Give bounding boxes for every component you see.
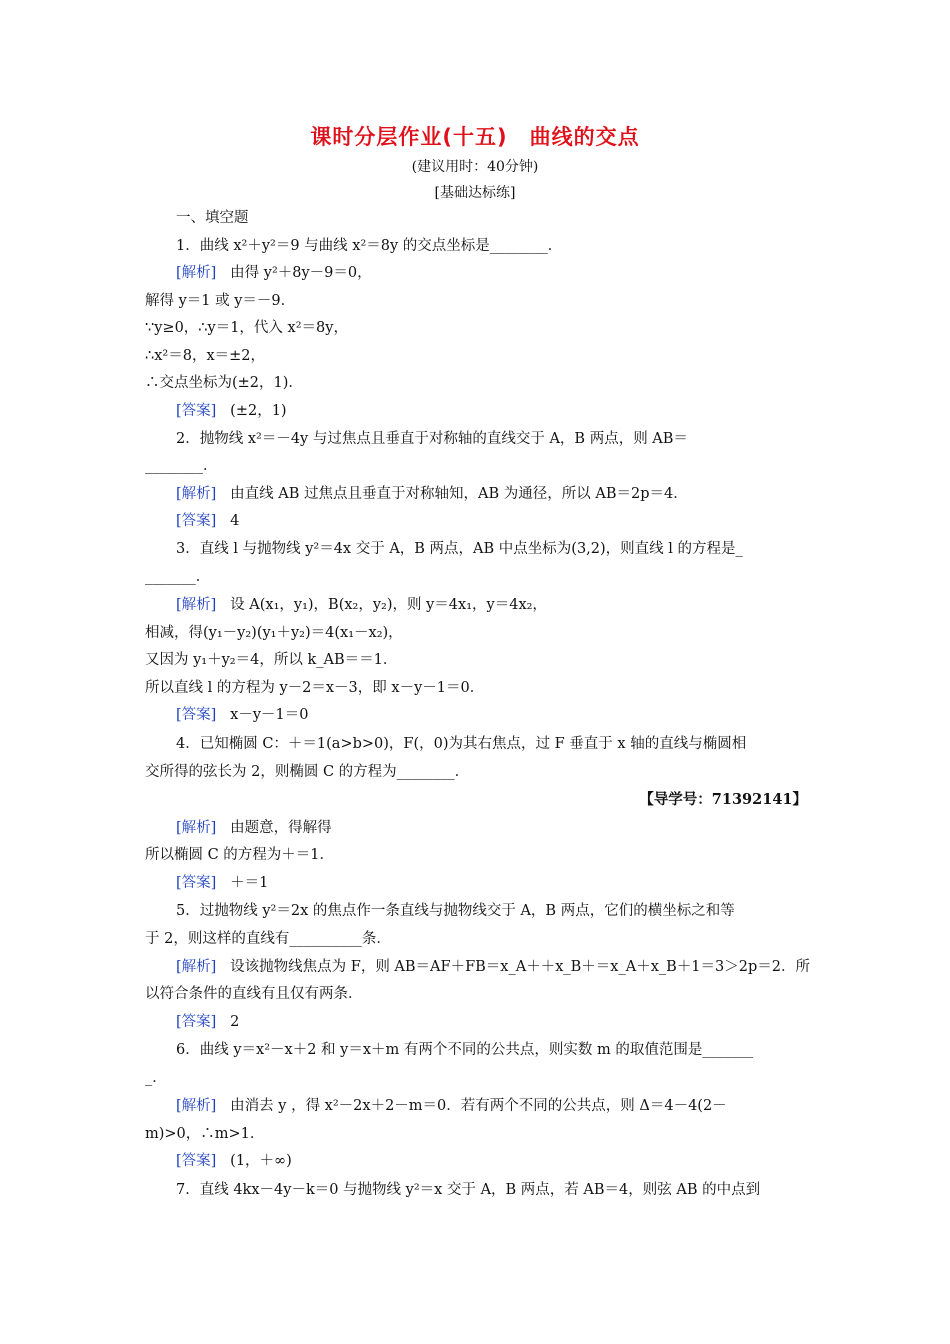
q3-analysis [176,595,547,615]
answer-label: [答案] [176,707,217,723]
q1-stem: 1．曲线 x²＋y²＝9 与曲线 x²＝8y 的交点坐标是________． [176,238,563,254]
q2-answer [176,511,239,531]
q2-stem: 2．抛物线 x²＝－4y 与过焦点且垂直于对称轴的直线交于 A，B 两点，则 AB＝ [176,431,688,447]
q1-answer-value: (±2，1) [230,403,287,419]
analysis-label: [解析] [176,959,217,975]
q1-step-4: ∴x²＝8，x＝±2， [145,348,265,364]
q6-stem: 6．曲线 y＝x²－x＋2 和 y＝x＋m 有两个不同的公共点，则实数 m 的取值范围是_______ [176,1042,754,1058]
q3-step-2: 相减，得(y₁－y₂)(y₁＋y₂)＝4(x₁－x₂)， [145,625,403,641]
q1-step-5: ∴交点坐标为(±2，1)． [145,375,303,391]
q6-answer [176,1151,292,1171]
q1-step-1: 由得 y²＋8y－9＝0， [230,265,372,281]
analysis-label: [解析] [176,1098,217,1114]
q1-step-2: 解得 y＝1 或 y＝－9． [145,293,296,309]
guide-number: 【导学号：71392141】 [639,791,807,808]
q2-answer-value: 4 [230,513,240,529]
q6-step-2: m)>0，∴m>1． [145,1126,265,1142]
q3-step-1: 设 A(x₁，y₁)，B(x₂，y₂)，则 y＝4x₁，y＝4x₂， [230,597,547,613]
analysis-label: [解析] [176,486,217,502]
time-note: (建议用时：40分钟) [411,159,539,175]
q1-analysis [176,263,372,283]
q7-stem: 7．直线 4kx－4y－k＝0 与抛物线 y²＝x 交于 A，B 两点，若 AB＝4，则弦 AB 的中点到 [176,1182,761,1198]
q5-stem: 5．过抛物线 y²＝2x 的焦点作一条直线与抛物线交于 A，B 两点，它们的横坐标之和等 [176,903,735,919]
page-title: 课时分层作业(十五) 曲线的交点 [310,125,640,149]
q4-analysis [176,818,332,838]
answer-label: [答案] [176,403,217,419]
q2-step-1: 由直线 AB 过焦点且垂直于对称轴知，AB 为通径，所以 AB＝2p＝4． [230,486,688,502]
q6-answer-value: (1，＋∞) [230,1153,292,1169]
q5-answer-value: 2 [230,1014,240,1030]
analysis-label: [解析] [176,265,217,281]
q2-stem-cont: ________． [145,458,218,474]
part-heading: 一、填空题 [176,210,249,226]
q4-stem-cont: 交所得的弦长为 2，则椭圆 C 的方程为________． [145,764,470,780]
q4-answer [176,873,268,893]
q5-analysis [176,957,810,977]
q3-step-3: 又因为 y₁＋y₂＝4，所以 k_AB＝＝1． [145,652,398,668]
analysis-label: [解析] [176,597,217,613]
q3-answer-value: x－y－1＝0 [230,707,309,723]
q4-step-1: 由题意，得解得 [230,820,332,836]
q4-step-2: 所以椭圆 C 的方程为＋＝1． [145,847,335,863]
q6-stem-cont: _． [145,1070,167,1086]
q5-stem-cont: 于 2，则这样的直线有__________条． [145,931,391,947]
q3-step-4: 所以直线 l 的方程为 y－2＝x－3，即 x－y－1＝0． [145,680,485,696]
q1-step-3: ∵y≥0，∴y＝1，代入 x²＝8y， [145,320,348,336]
answer-label: [答案] [176,875,217,891]
answer-label: [答案] [176,1014,217,1030]
q5-step-1: 设该抛物线焦点为 F，则 AB＝AF＋FB＝x_A＋＋x_B＋＝x_A＋x_B＋1＝3＞2p＝2．所 [230,959,810,975]
q4-stem: 4．已知椭圆 C：＋＝1(a>b>0)，F(，0)为其右焦点，过 F 垂直于 x 轴的直线与椭圆相 [176,736,747,752]
q3-answer [176,705,308,725]
section-heading: [基础达标练] [434,185,516,201]
q5-answer [176,1012,239,1032]
q2-analysis [176,484,688,504]
q4-answer-value: ＋＝1 [230,875,269,891]
q1-answer [176,401,287,421]
answer-label: [答案] [176,1153,217,1169]
q6-step-1: 由消去 y ，得 x²－2x＋2－m＝0．若有两个不同的公共点，则 Δ＝4－4(2－ [230,1098,727,1114]
analysis-label: [解析] [176,820,217,836]
q5-step-2: 以符合条件的直线有且仅有两条． [145,986,363,1002]
q3-stem-cont: _______． [145,569,211,585]
q6-analysis [176,1096,727,1116]
answer-label: [答案] [176,513,217,529]
q3-stem: 3．直线 l 与抛物线 y²＝4x 交于 A，B 两点，AB 中点坐标为(3,2)，则直线 l 的方程是_ [176,541,743,557]
